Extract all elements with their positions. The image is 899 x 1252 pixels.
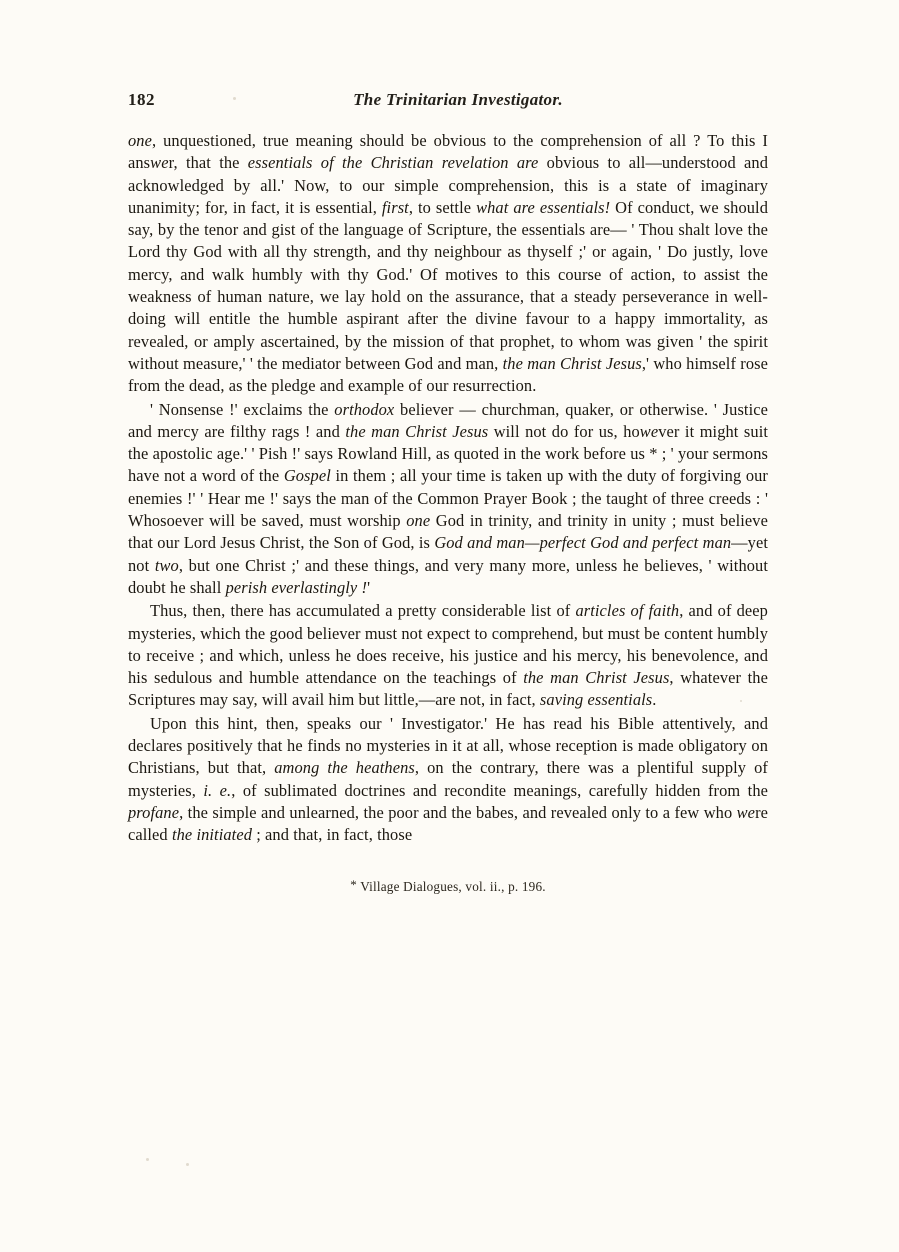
footnote-marker: * — [350, 876, 357, 892]
page-number: 182 — [128, 90, 155, 109]
paragraph-2: ' Nonsense !' exclaims the orthodox believer — churchman, quaker, or otherwise. ' Justice and mercy are filthy rags ! and the man Christ Jesus will not do for us, however it might suit the apostolic age.' ' Pish !' says Rowland Hill, as quoted in the work before us * ; ' your sermons have not a word of the Gospel in them ; all your time is taken up with the duty of forgiving our enemies !' ' Hear me !' says the man of the Common Prayer Book ; the taught of three creeds : ' Whosoever will be saved, must worship one God in trinity, and trinity in unity ; must believe that our Lord Jesus Christ, the Son of God, is God and man—perfect God and perfect man—yet not two, but one Christ ;' and these things, and very many more, unless he believes, ' without doubt he shall perish everlastingly !' — [128, 399, 768, 597]
page-speck — [186, 1163, 189, 1166]
body-text — [128, 130, 768, 847]
paragraph-1: one, unquestioned, true meaning should be obvious to the comprehension of all ? To this I answer, that the essentials of the Christian revelation are obvious to all—understood and acknowledged by all.' Now, to our simple comprehension, this is a state of imaginary unanimity; for, in fact, it is essential, first, to settle what are essentials! Of conduct, we should say, by the tenor and gist of the language of Scripture, the essentials are— ' Thou shalt love the Lord thy God with all thy strength, and thy neighbour as thyself ;' or again, ' Do justly, love mercy, and walk humbly with thy God.' Of motives to this course of action, to assist the weakness of human nature, we lay hold on the assurance, that a steady perseverance in well-doing will entitle the humble aspirant after the divine favour to a happy immortality, as revealed, or amply ascertained, by the mission of that prophet, to whom was given ' the spirit without measure,' ' the mediator between God and man, the man Christ Jesus,' who himself rose from the dead, as the pledge and example of our resurrection. — [128, 131, 769, 396]
running-title: The Trinitarian Investigator. — [353, 90, 563, 109]
paragraph-4: Upon this hint, then, speaks our ' Investigator.' He has read his Bible attentively, and declares positively that he finds no mysteries in it at all, whose reception is made obligatory on Christians, but that, among the heathens, on the contrary, there was a plentiful supply of mysteries, i. e., of sublimated doctrines and recondite meanings, carefully hidden from the profane, the simple and unlearned, the poor and the babes, and revealed only to a few who were called the initiated ; and that, in fact, those — [128, 713, 768, 845]
running-head — [128, 90, 768, 114]
page-content — [128, 90, 768, 895]
paragraph-3: Thus, then, there has accumulated a pretty considerable list of articles of faith, and of deep mysteries, which the good believer must not expect to comprehend, but must be content humbly to receive ; and which, unless he does receive, his justice and his mercy, his benevolence, and his sedulous and humble attendance on the teachings of the man Christ Jesus, whatever the Scriptures may say, will avail him but little,—are not, in fact, saving essentials. — [128, 601, 768, 710]
footnote — [128, 877, 768, 895]
page-speck — [146, 1158, 149, 1161]
footnote-text: Village Dialogues, vol. ii., p. 196. — [360, 878, 546, 894]
